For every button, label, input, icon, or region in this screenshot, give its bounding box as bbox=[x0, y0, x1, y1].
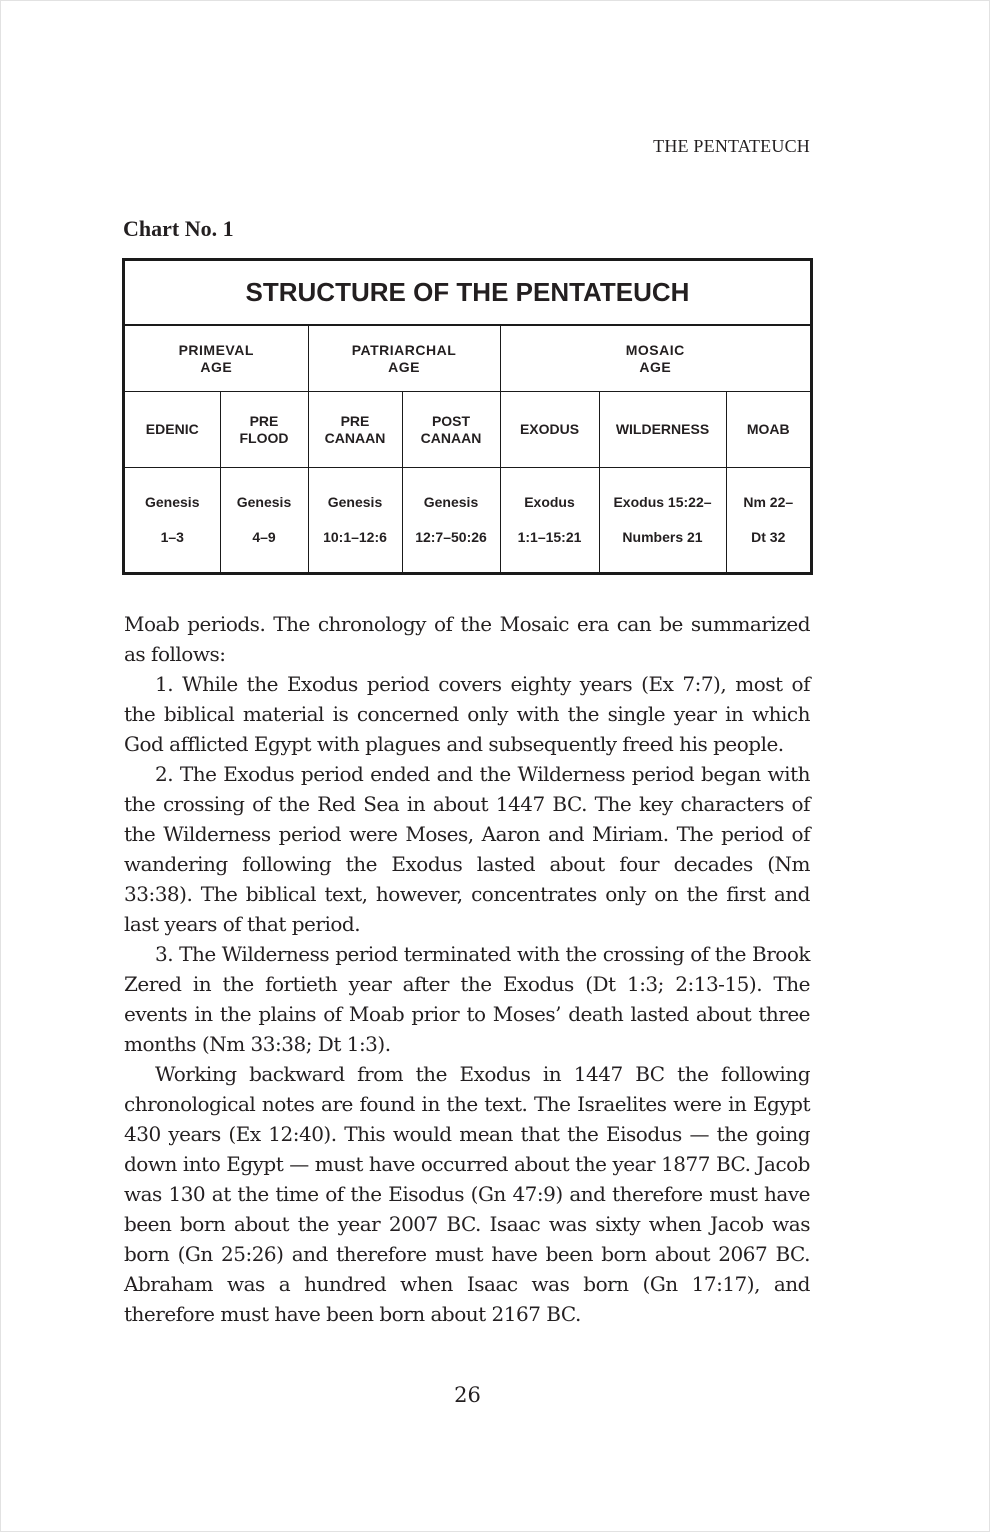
age-label-line1: MOSAIC bbox=[625, 341, 685, 358]
reference-range: 10:1–12:6 bbox=[323, 529, 387, 545]
reference-range: Dt 32 bbox=[751, 529, 786, 545]
reference-cell bbox=[726, 468, 810, 573]
age-label-line1: PATRIARCHAL bbox=[351, 341, 457, 358]
paragraph: 2. The Exodus period ended and the Wilderness period began with the crossing of the Red Sea in about 1447 BC. The key characters of the Wilderness period were Moses, Aaron and Miriam. The period of wandering following the Exodus lasted about four decades (Nm 33:38). The biblical text, however, concentrates only on the first and last years of that period. bbox=[124, 762, 810, 936]
reference-range: Numbers 21 bbox=[622, 529, 703, 545]
reference-book: Nm 22– bbox=[743, 494, 794, 510]
period-label-line1: POST bbox=[431, 412, 471, 429]
reference-row bbox=[125, 468, 810, 573]
age-row bbox=[125, 326, 810, 392]
period-label-line2: CANAAN bbox=[324, 429, 386, 446]
period-cell-wilderness bbox=[599, 392, 726, 468]
reference-book: Genesis bbox=[327, 494, 383, 510]
age-label-line1: PRIMEVAL bbox=[178, 341, 254, 358]
reference-book: Genesis bbox=[145, 494, 200, 510]
period-cell-pre-canaan bbox=[308, 392, 402, 468]
reference-cell bbox=[125, 468, 220, 573]
period-label: EXODUS bbox=[519, 421, 580, 437]
period-label-line1: PRE bbox=[340, 412, 370, 429]
age-label-line2: AGE bbox=[200, 358, 233, 375]
page-number: 26 bbox=[454, 1383, 481, 1407]
paragraph: Moab periods. The chronology of the Mosaic era can be summarized as follows: bbox=[124, 612, 810, 666]
age-cell-patriarchal bbox=[308, 326, 500, 392]
chart-label: Chart No. 1 bbox=[123, 216, 234, 241]
structure-table bbox=[125, 326, 810, 572]
reference-cell bbox=[402, 468, 500, 573]
period-label-line2: CANAAN bbox=[420, 429, 482, 446]
period-label: WILDERNESS bbox=[615, 421, 710, 437]
structure-chart bbox=[122, 258, 813, 575]
body-text bbox=[124, 609, 810, 1329]
period-cell-pre-flood bbox=[220, 392, 308, 468]
running-head: THE PENTATEUCH bbox=[653, 136, 810, 156]
paragraph: Working backward from the Exodus in 1447 BC the following chronological notes are found in the text. The Israelites were in Egypt 430 years (Ex 12:40). This would mean that the Eisodus — the going down into Egypt — must have occurred about the year 1877 BC. Jacob was 130 at the time of the Eisodus (Gn 47:9) and therefore must have been born about the year 2007 BC. Isaac was sixty when Jacob was born (Gn 25:26) and therefore must have been born about 2067 BC. Abraham was a hundred when Isaac was born (Gn 17:17), and therefore must have been born about 2167 BC. bbox=[124, 1062, 810, 1326]
period-label-line2: FLOOD bbox=[239, 429, 289, 446]
period-cell-edenic bbox=[125, 392, 220, 468]
reference-range: 1–3 bbox=[160, 529, 184, 545]
age-cell-mosaic bbox=[500, 326, 810, 392]
reference-book: Exodus 15:22– bbox=[613, 494, 712, 510]
reference-cell bbox=[599, 468, 726, 573]
reference-cell bbox=[308, 468, 402, 573]
period-cell-exodus bbox=[500, 392, 599, 468]
reference-range: 1:1–15:21 bbox=[517, 529, 582, 545]
reference-book: Genesis bbox=[423, 494, 479, 510]
reference-range: 4–9 bbox=[252, 529, 276, 545]
reference-cell bbox=[500, 468, 599, 573]
age-cell-primeval bbox=[125, 326, 308, 392]
chart-title: STRUCTURE OF THE PENTATEUCH bbox=[125, 261, 810, 326]
age-label-line2: AGE bbox=[639, 358, 672, 375]
paragraph: 1. While the Exodus period covers eighty years (Ex 7:7), most of the biblical material is concerned only with the single year in which God afflicted Egypt with plagues and subsequently freed his people. bbox=[124, 672, 810, 756]
age-label-line2: AGE bbox=[388, 358, 420, 375]
period-cell-post-canaan bbox=[402, 392, 500, 468]
reference-range: 12:7–50:26 bbox=[415, 529, 487, 545]
period-label-line1: PRE bbox=[249, 412, 279, 429]
period-label: MOAB bbox=[746, 421, 790, 437]
reference-cell bbox=[220, 468, 308, 573]
period-cell-moab bbox=[726, 392, 810, 468]
reference-book: Genesis bbox=[236, 494, 292, 510]
paragraph: 3. The Wilderness period terminated with the crossing of the Brook Zered in the fortieth year after the Exodus (Dt 1:3; 2:13-15). The events in the plains of Moab prior to Moses’ death lasted about three months (Nm 33:38; Dt 1:3). bbox=[124, 942, 810, 1056]
period-row bbox=[125, 392, 810, 468]
reference-book: Exodus bbox=[524, 494, 575, 510]
period-label: EDENIC bbox=[145, 421, 199, 437]
